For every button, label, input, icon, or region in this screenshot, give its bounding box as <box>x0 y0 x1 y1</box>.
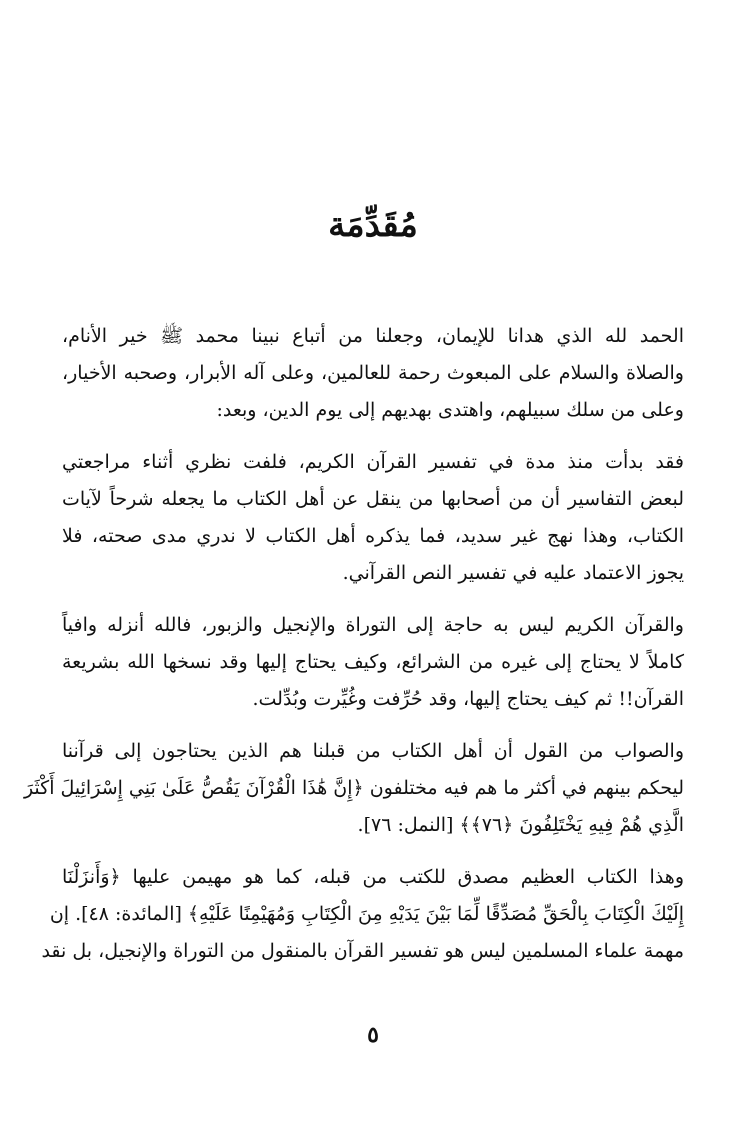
text-line: والصواب من القول أن أهل الكتاب من قبلنا هم الذين يحتاجون إلى قرآننا <box>62 740 684 762</box>
text-line: وعلى من سلك سبيلهم، واهتدى بهديهم إلى يوم الدين، وبعد: <box>216 399 684 421</box>
text-line: يجوز الاعتماد عليه في تفسير النص القرآني. <box>342 562 684 584</box>
page-number: ٥ <box>367 1022 379 1048</box>
paragraph-quran-sufficiency <box>62 607 684 718</box>
text-line-with-verse: وهذا الكتاب العظيم مصدق للكتب من قبله، كما هو مهيمن عليها ﴿وَأَنزَلْنَا <box>62 866 684 888</box>
paragraph-people-of-book <box>23 733 684 844</box>
text-line: والقرآن الكريم ليس به حاجة إلى التوراة والإنجيل والزبور، فالله أنزله وافياً <box>62 614 684 636</box>
text-line: مهمة علماء المسلمين ليس هو تفسير القرآن بالمنقول من التوراة والإنجيل، بل نقد <box>41 940 684 962</box>
page-title: مُقَدِّمَة <box>328 205 418 245</box>
text-line-with-verse: الَّذِي هُمْ فِيهِ يَخْتَلِفُونَ ﴿٧٦﴾﴾ [النمل: ٧٦]. <box>357 814 684 836</box>
text-line: والصلاة والسلام على المبعوث رحمة للعالمين، وعلى آله الأبرار، وصحبه الأخيار، <box>62 362 684 384</box>
body-text <box>23 318 684 985</box>
text-line: فقد بدأت منذ مدة في تفسير القرآن الكريم، فلفت نظري أثناء مراجعتي <box>62 451 684 473</box>
paragraph-tafsir-approach <box>62 444 684 592</box>
text-line: لبعض التفاسير أن من أصحابها من ينقل عن أهل الكتاب ما يجعله شرحاً لآيات <box>62 488 684 510</box>
text-line: الحمد لله الذي هدانا للإيمان، وجعلنا من أتباع نبينا محمد ﷺ خير الأنام، <box>62 325 684 347</box>
text-line-with-verse: ليحكم بينهم في أكثر ما هم فيه مختلفون ﴿إِنَّ هَٰذَا الْقُرْآنَ يَقُصُّ عَلَىٰ بَنِي إِسْرَائِيلَ أَكْثَرَ <box>23 777 684 799</box>
text-line: الكتاب، وهذا نهج غير سديد، فما يذكره أهل الكتاب لا ندري مدى صحته، فلا <box>62 525 684 547</box>
text-line: القرآن!! ثم كيف يحتاج إليها، وقد حُرِّفت وغُيِّرت وبُدِّلت. <box>252 688 684 710</box>
text-line: كاملاً لا يحتاج إلى غيره من الشرائع، وكيف يحتاج إليها وقد نسخها الله بشريعة <box>62 651 684 673</box>
paragraph-confirming-scripture <box>41 859 684 970</box>
text-line-with-verse: إِلَيْكَ الْكِتَابَ بِالْحَقِّ مُصَدِّقًا لِّمَا بَيْنَ يَدَيْهِ مِنَ الْكِتَابِ وَمُهَيْمِنًا عَلَيْهِ﴾ [المائدة: ٤٨]. إن <box>49 903 684 925</box>
paragraph-opening <box>62 318 684 429</box>
